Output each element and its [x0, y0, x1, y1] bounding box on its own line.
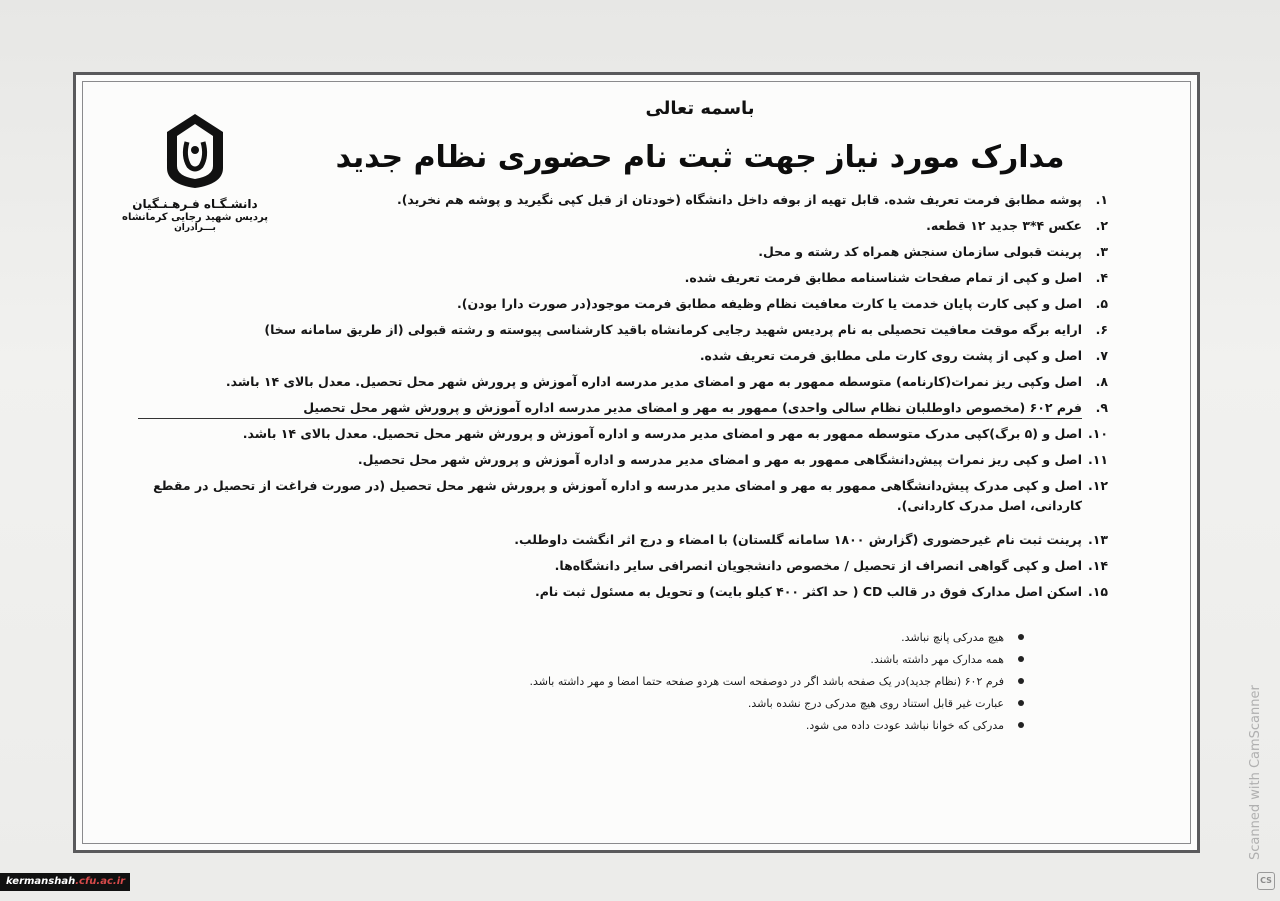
item-text: پرینت ثبت نام غیرحضوری (گزارش ۱۸۰۰ سامانه گلستان) با امضاء و درج اثر انگشت داوطلب.	[514, 532, 1082, 547]
item-number: ۱۲.	[1087, 478, 1108, 493]
item-number: ۹.	[1095, 400, 1108, 415]
item-text: اصل وکپی ریز نمرات(کارنامه) متوسطه ممهور به مهر و امضای مدیر مدرسه اداره آموزش و پرورش شهر محل تحصیل. معدل بالای ۱۴ باشد.	[225, 374, 1082, 389]
note-item	[224, 670, 1024, 692]
item-number: ۷.	[1095, 348, 1108, 363]
item-text: اصل و کپی کارت پایان خدمت یا کارت معافیت نظام وظیفه مطابق فرمت موجود(در صورت دارا بودن).	[457, 296, 1082, 311]
item-text: اسکن اصل مدارک فوق در قالب CD ( حد اکثر ۴۰۰ کیلو بایت) و تحویل به مسئول ثبت نام.	[535, 584, 1082, 599]
logo-line-1: دانشـگـاه فـرهـنـگیان	[132, 197, 258, 211]
item-number: ۱.	[1095, 192, 1108, 207]
list-item	[138, 424, 1108, 450]
invocation-heading: باسمه تعالی	[645, 98, 755, 119]
list-item	[138, 216, 1108, 242]
list-item	[138, 556, 1108, 582]
list-item	[138, 476, 1108, 530]
list-item	[138, 242, 1108, 268]
item-text: فرم ۶۰۲ (مخصوص داوطلبان نظام سالی واحدی) ممهور به مهر و امضای مدیر مدرسه اداره آموزش و پرورش شهر محل تحصیل	[138, 398, 1082, 419]
item-number: ۴.	[1095, 270, 1108, 285]
note-text: عبارت غیر قابل استناد روی هیچ مدرکی درج نشده باشد.	[747, 696, 1004, 710]
notes-list	[224, 626, 1024, 736]
item-number: ۲.	[1095, 218, 1108, 233]
list-item	[138, 530, 1108, 556]
item-text: اصل و کپی از تمام صفحات شناسنامه مطابق فرمت تعریف شده.	[684, 270, 1082, 285]
logo-line-2: پردیس شهید رجایی کرمانشاه	[122, 211, 268, 223]
item-text: پرینت قبولی سازمان سنجش همراه کد رشته و محل.	[758, 244, 1082, 259]
item-text: عکس ۴*۳ جدید ۱۲ قطعه.	[926, 218, 1082, 233]
list-item	[138, 582, 1108, 608]
note-item	[224, 626, 1024, 648]
camscanner-watermark: Scanned with CamScanner	[1248, 685, 1263, 860]
list-item	[138, 190, 1108, 216]
bullet-icon	[1018, 634, 1024, 640]
item-text: اصل و کپی گواهی انصراف از تحصیل / مخصوص دانشجویان انصرافی سایر دانشگاه‌ها.	[554, 558, 1082, 573]
item-text: پوشه مطابق فرمت تعریف شده. قابل تهیه از بوفه داخل دانشگاه (خودتان از قبل کپی نگیرید و پوشه هم نخرید).	[396, 192, 1082, 207]
logo-line-3: بـــرادران	[174, 223, 216, 234]
list-item	[138, 294, 1108, 320]
item-number: ۱۰.	[1087, 426, 1108, 441]
list-item	[138, 398, 1108, 424]
requirements-list	[138, 190, 1108, 608]
note-text: مدرکی که خوانا نباشد عودت داده می شود.	[805, 718, 1004, 732]
page-title: مدارک مورد نیاز جهت ثبت نام حضوری نظام جدید	[335, 140, 1065, 175]
item-text: اصل و کپی از پشت روی کارت ملی مطابق فرمت تعریف شده.	[699, 348, 1082, 363]
item-text: اصل و کپی ریز نمرات پیش‌دانشگاهی ممهور به مهر و امضای مدیر مدرسه و اداره آموزش و پرورش شهر محل تحصیل.	[357, 452, 1082, 467]
bullet-icon	[1018, 678, 1024, 684]
item-text: اصل و کپی مدرک پیش‌دانشگاهی ممهور به مهر و امضای مدیر مدرسه و اداره آموزش و پرورش شهر محل تحصیل (در صورت فراغت از تحصیل در مقطع کاردانی، اصل مدرک کاردانی).	[153, 478, 1082, 513]
item-number: ۱۳.	[1087, 532, 1108, 547]
item-number: ۳.	[1095, 244, 1108, 259]
bullet-icon	[1018, 656, 1024, 662]
list-item	[138, 450, 1108, 476]
item-number: ۵.	[1095, 296, 1108, 311]
bullet-icon	[1018, 722, 1024, 728]
list-item	[138, 268, 1108, 294]
item-number: ۱۵.	[1087, 584, 1108, 599]
bullet-icon	[1018, 700, 1024, 706]
list-item	[138, 320, 1108, 346]
item-number: ۱۱.	[1087, 452, 1108, 467]
note-item	[224, 692, 1024, 714]
item-number: ۸.	[1095, 374, 1108, 389]
list-item	[138, 346, 1108, 372]
logo-emblem-icon	[159, 110, 231, 192]
list-item	[138, 372, 1108, 398]
note-item	[224, 714, 1024, 736]
site-domain: .cfu.ac.ir	[75, 876, 126, 887]
item-text: ارایه برگه موقت معافیت تحصیلی به نام پردیس شهید رجایی کرمانشاه باقید کارشناسی پیوسته و رشته قبولی (از طریق سامانه سخا)	[264, 322, 1082, 337]
item-text: اصل و (۵ برگ)کپی مدرک متوسطه ممهور به مهر و امضای مدیر مدرسه و اداره آموزش و پرورش شهر محل تحصیل. معدل بالای ۱۴ باشد.	[242, 426, 1082, 441]
note-text: همه مدارک مهر داشته باشند.	[870, 652, 1004, 666]
item-number: ۱۴.	[1087, 558, 1108, 573]
site-label[interactable]	[0, 873, 130, 891]
item-number: ۶.	[1095, 322, 1108, 337]
note-text: هیچ مدرکی پانچ نباشد.	[901, 630, 1004, 644]
camscanner-icon: CS	[1257, 872, 1275, 890]
site-name: kermanshah	[6, 876, 76, 887]
note-item	[224, 648, 1024, 670]
note-text: فرم ۶۰۲ (نظام جدید)در یک صفحه باشد اگر در دوصفحه است هردو صفحه حتما امضا و مهر داشته باشد.	[529, 674, 1004, 688]
